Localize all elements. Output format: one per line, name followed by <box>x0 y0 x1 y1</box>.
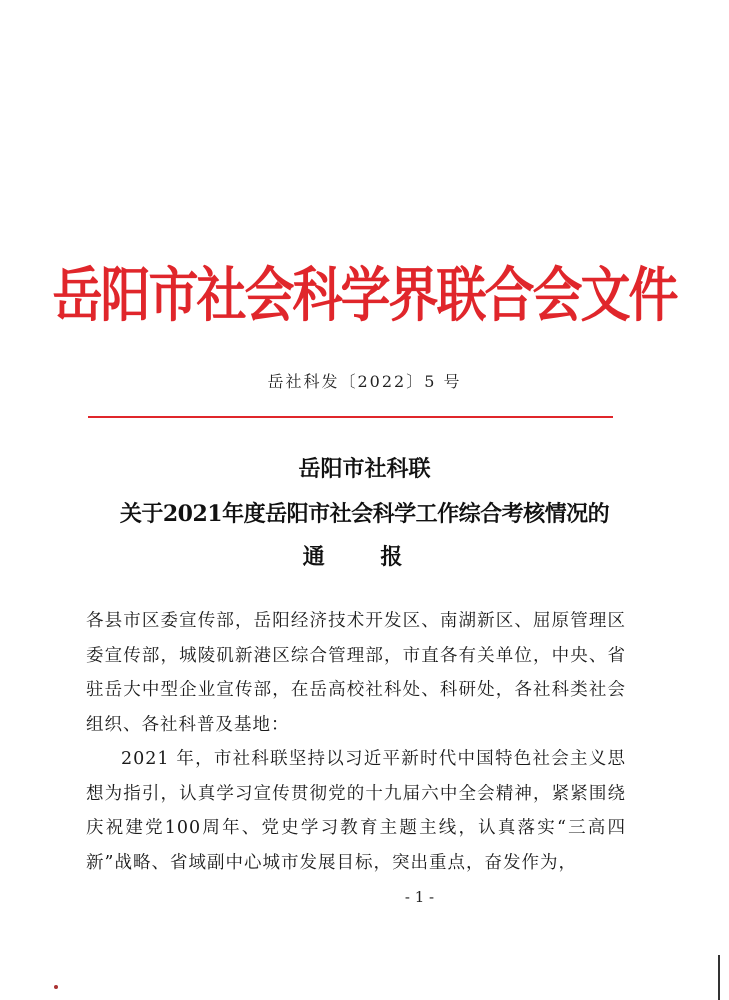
org-header-title: 岳阳市社会科学界联合会文件 <box>52 259 677 330</box>
body-paragraph: 2021 年，市社科联坚持以习近平新时代中国特色社会主义思想为指引，认真学习宣传贯彻党的十九届六中全会精神，紧紧围绕庆祝建党100周年、党史学习教育主题主线，认真落实“三高四新”战略、省域副中心城市发展目标，突出重点，奋发作为， <box>86 749 626 873</box>
scan-edge-mark <box>718 955 720 1000</box>
recipients-paragraph: 各县市区委宣传部，岳阳经济技术开发区、南湖新区、屈原管理区委宣传部，城陵矶新港区综合管理部，市直各有关单位，中央、省驻岳大中型企业宣传部，在岳高校社科处、科研处，各社科类社会组织、各社科普及基地： <box>86 611 626 735</box>
document-title-line-1: 岳阳市社科联 <box>298 456 431 482</box>
page-number: - 1 - <box>404 888 435 906</box>
scan-speck <box>54 985 58 989</box>
document-title-line-3: 通 报 <box>302 544 427 570</box>
document-title-line-2: 关于2021年度岳阳市社会科学工作综合考核情况的 <box>119 501 610 527</box>
red-divider-line <box>88 416 613 418</box>
document-number: 岳社科发〔2022〕5 号 <box>267 372 462 391</box>
